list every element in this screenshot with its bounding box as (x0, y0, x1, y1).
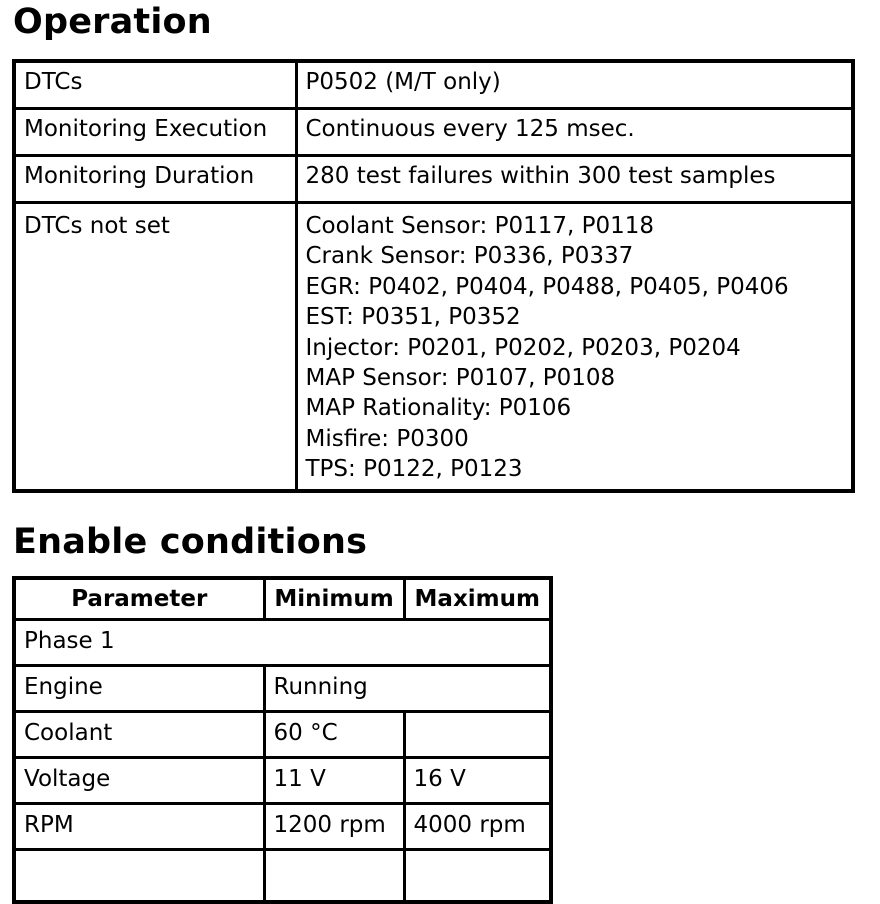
parameter-cell: Voltage (14, 758, 264, 804)
maximum-column-header: Maximum (404, 578, 551, 620)
enable-conditions-heading: Enable conditions (13, 522, 368, 562)
monitoring-execution-value: Continuous every 125 msec. (296, 109, 853, 156)
parameter-cell: Engine (14, 666, 264, 712)
parameter-column-header: Parameter (14, 578, 264, 620)
dtc-line: TPS: P0122, P0123 (305, 456, 523, 483)
dtc-line: MAP Rationality: P0106 (305, 395, 572, 422)
table-row (14, 203, 853, 491)
table-header-row (14, 578, 551, 620)
table-row (14, 758, 551, 804)
dtc-line: MAP Sensor: P0107, P0108 (305, 364, 616, 391)
parameter-cell: Coolant (14, 712, 264, 758)
operation-table (12, 59, 855, 493)
table-row (14, 666, 551, 712)
table-row (14, 109, 853, 156)
minimum-cell: 1200 rpm (264, 804, 404, 850)
minimum-cell: 11 V (264, 758, 404, 804)
dtc-line: Misfire: P0300 (305, 425, 469, 452)
table-row (14, 620, 551, 666)
maximum-cell: 4000 rpm (404, 804, 551, 850)
dtcs-label: DTCs (14, 61, 296, 109)
maximum-cell (404, 712, 551, 758)
monitoring-execution-label: Monitoring Execution (14, 109, 296, 156)
dtcs-not-set-label: DTCs not set (14, 203, 296, 491)
table-row (14, 61, 853, 109)
parameter-cell: RPM (14, 804, 264, 850)
dtc-line: Coolant Sensor: P0117, P0118 (305, 213, 655, 239)
phase-label: Phase 1 (14, 620, 551, 666)
dtc-line: EGR: P0402, P0404, P0488, P0405, P0406 (305, 273, 789, 300)
maximum-cell: 16 V (404, 758, 551, 804)
dtc-line: Crank Sensor: P0336, P0337 (305, 243, 634, 270)
minimum-cell: 60 °C (264, 712, 404, 758)
table-row (14, 156, 853, 203)
table-row (14, 804, 551, 850)
dtc-line: EST: P0351, P0352 (305, 304, 521, 331)
dtcs-not-set-list (296, 203, 853, 491)
minimum-column-header: Minimum (264, 578, 404, 620)
dtc-line: Injector: P0201, P0202, P0203, P0204 (305, 334, 741, 361)
monitoring-duration-value: 280 test failures within 300 test samples (296, 156, 853, 203)
dtcs-value: P0502 (M/T only) (296, 61, 853, 109)
table-row (14, 712, 551, 758)
monitoring-duration-label: Monitoring Duration (14, 156, 296, 203)
enable-conditions-table (12, 576, 553, 904)
operation-heading: Operation (13, 2, 212, 42)
value-cell: Running (264, 666, 551, 712)
